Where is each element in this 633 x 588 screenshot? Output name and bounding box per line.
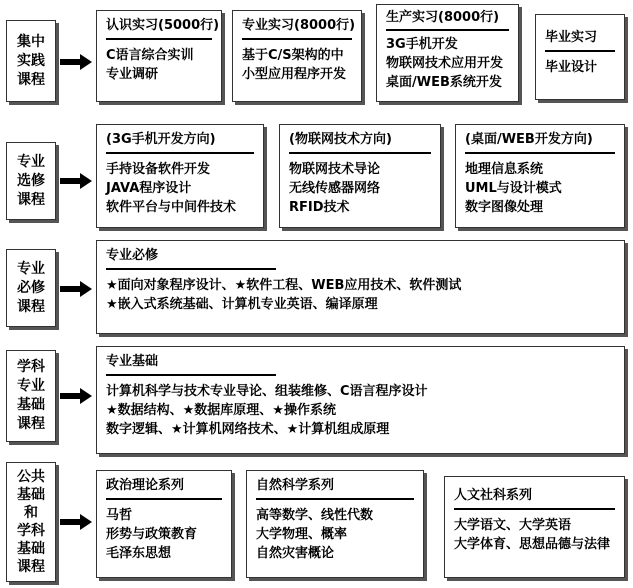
label-line: 专业 — [17, 378, 45, 394]
course-item: 地理信息系统 — [465, 162, 544, 177]
course-box-foundation — [96, 346, 625, 454]
box-title: 专业必修 — [106, 248, 159, 263]
label-line: 集中 — [17, 33, 45, 50]
label-line: 学科 — [17, 359, 45, 375]
label-line: 基础 — [17, 541, 45, 557]
course-item: 高等数学、线性代数 — [256, 508, 374, 523]
divider — [256, 498, 414, 500]
course-item: 数字逻辑、★计算机网络技术、★计算机组成原理 — [106, 422, 390, 437]
divider — [106, 152, 254, 154]
course-item: ★面向对象程序设计、★软件工程、WEB应用技术、软件测试 — [106, 278, 462, 293]
course-box-professional-internship — [232, 10, 362, 102]
arrow-icon — [60, 53, 94, 71]
box-title: 人文社科系列 — [454, 488, 533, 503]
arrow-icon — [60, 280, 94, 298]
divider — [386, 29, 509, 31]
course-item: 计算机科学与技术专业导论、组装维修、C语言程序设计 — [106, 384, 428, 399]
course-item: 软件平台与中间件技术 — [106, 200, 237, 215]
course-item: 小型应用程序开发 — [242, 67, 347, 82]
box-title: (桌面/WEB开发方向) — [465, 132, 593, 147]
arrow-icon — [60, 387, 94, 405]
course-item: JAVA程序设计 — [106, 181, 192, 196]
label-line: 必修 — [17, 279, 45, 296]
course-item: 桌面/WEB系统开发 — [386, 75, 502, 90]
divider — [454, 508, 615, 510]
course-box-science — [246, 470, 424, 578]
course-box-required — [96, 240, 625, 334]
course-item: 形势与政策教育 — [106, 527, 198, 542]
course-item: 无线传感器网络 — [289, 181, 381, 196]
course-item: 3G手机开发 — [386, 37, 458, 52]
divider — [465, 152, 615, 154]
label-line: 课程 — [17, 298, 45, 315]
course-item: 马哲 — [106, 508, 133, 523]
divider — [106, 38, 212, 40]
course-item: UML与设计模式 — [465, 181, 562, 196]
course-box-web-direction — [455, 124, 625, 228]
divider — [106, 374, 276, 376]
label-line: 实践 — [17, 52, 45, 69]
course-item: 自然灾害概论 — [256, 546, 335, 561]
divider — [545, 50, 615, 52]
label-line: 基础 — [17, 487, 45, 503]
course-box-graduation-internship — [535, 14, 625, 100]
label-line: 公共 — [17, 469, 45, 485]
box-title: 自然科学系列 — [256, 478, 335, 493]
label-line: 基础 — [17, 397, 45, 413]
row-label-elective — [6, 142, 56, 220]
label-line: 选修 — [17, 172, 45, 189]
box-title: 认识实习(5000行) — [106, 18, 220, 33]
course-item: 大学物理、概率 — [256, 527, 348, 542]
divider — [242, 38, 352, 40]
course-item: 数字图像处理 — [465, 200, 544, 215]
course-item: 大学体育、思想品德与法律 — [454, 537, 611, 552]
divider — [289, 152, 431, 154]
course-box-cognitive-internship — [96, 10, 222, 102]
row-label-practice — [6, 20, 56, 102]
course-box-politics — [96, 470, 232, 578]
arrow-icon — [60, 172, 94, 190]
course-box-production-internship — [376, 4, 519, 102]
arrow-icon — [60, 513, 94, 531]
course-box-iot-direction — [279, 124, 441, 228]
course-item: ★嵌入式系统基础、计算机专业英语、编译原理 — [106, 297, 378, 312]
row-label-required — [6, 249, 56, 327]
course-item: ★数据结构、★数据库原理、★操作系统 — [106, 403, 336, 418]
course-item: RFID技术 — [289, 200, 350, 215]
box-title: 生产实习(8000行) — [386, 10, 500, 25]
label-line: 课程 — [17, 191, 45, 208]
label-line: 和 — [24, 505, 38, 521]
label-line: 课程 — [17, 416, 45, 432]
course-item: 物联网技术导论 — [289, 162, 381, 177]
course-item: 毕业设计 — [545, 60, 598, 75]
box-title: 政治理论系列 — [106, 478, 185, 493]
course-item: 大学语文、大学英语 — [454, 518, 572, 533]
row-label-foundation — [6, 350, 56, 442]
box-title: 专业基础 — [106, 354, 159, 369]
label-line: 课程 — [17, 559, 45, 575]
course-box-3g-direction — [96, 124, 264, 228]
divider — [106, 268, 276, 270]
course-box-humanities — [444, 476, 625, 578]
course-item: 毛泽东思想 — [106, 546, 172, 561]
label-line: 专业 — [17, 153, 45, 170]
box-title: 专业实习(8000行) — [242, 18, 356, 33]
box-title: (物联网技术方向) — [289, 132, 392, 147]
box-title: (3G手机开发方向) — [106, 132, 216, 147]
course-item: 基于C/S架构的中 — [242, 48, 344, 63]
course-item: C语言综合实训 — [106, 48, 194, 63]
row-label-public — [6, 462, 56, 582]
label-line: 专业 — [17, 260, 45, 277]
course-item: 手持设备软件开发 — [106, 162, 211, 177]
course-item: 物联网技术应用开发 — [386, 56, 504, 71]
course-item: 专业调研 — [106, 67, 159, 82]
box-title: 毕业实习 — [545, 30, 598, 45]
label-line: 课程 — [17, 71, 45, 88]
label-line: 学科 — [17, 523, 45, 539]
divider — [106, 498, 222, 500]
